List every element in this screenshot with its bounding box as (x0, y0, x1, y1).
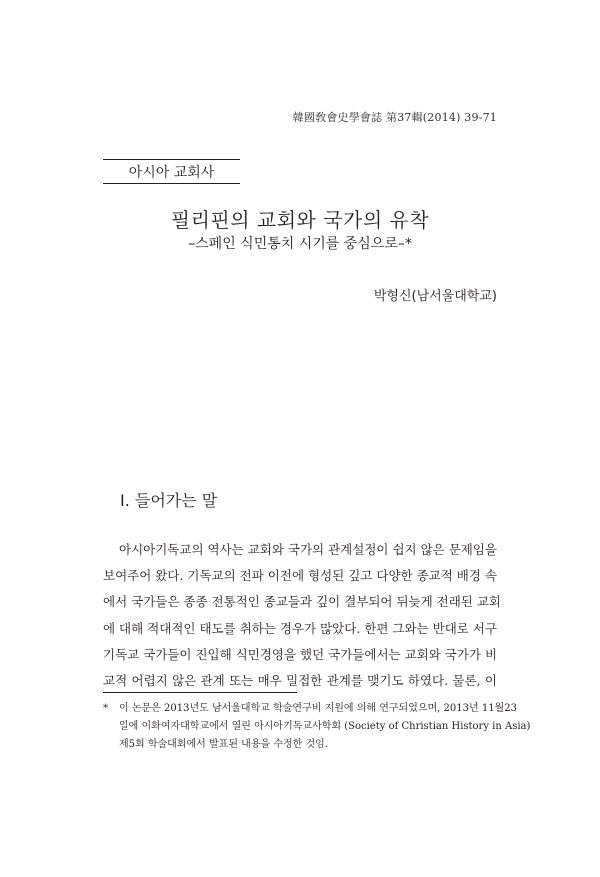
footnote-text: 이 논문은 2013년도 남서울대학교 학술연구비 지원에 의해 연구되었으며, 2013년 11월23 (119, 703, 517, 714)
body-line: 기독교 국가들이 진입해 식민경영을 했던 국가들에서는 교회와 국가가 비 (103, 646, 498, 662)
body-line: 보여주어 왔다. 기독교의 전파 이전에 형성된 깊고 다양한 종교적 배경 속 (103, 568, 497, 584)
section-label: 아시아 교회사 (128, 165, 215, 181)
body-line: 에 대해 적대적인 태도를 취하는 경우가 많았다. 한편 그와는 반대로 서구 (103, 620, 497, 636)
paper-title: 필리핀의 교회와 국가의 유착 (170, 208, 430, 232)
body-line: 아시아기독교의 역사는 교회와 국가의 관계설정이 쉽지 않은 문제임을 (119, 542, 497, 557)
author-affiliation: 박형신(남서울대학교) (373, 289, 497, 304)
journal-header: 韓國敎會史學會誌 第37輯(2014) 39-71 (292, 111, 497, 124)
footnote-line: 제5회 학술대회에서 발표된 내용을 수정한 것임. (119, 739, 328, 750)
body-line: 에서 국가들은 종종 전통적인 종교들과 깊이 결부되어 뒤늦게 전래된 교회 (103, 594, 502, 610)
section-heading: Ⅰ. 들어가는 말 (120, 491, 218, 510)
footnote-line: 일에 이화여자대학교에서 열린 아시아기독교사학회 (Society of Christian History in Asia) (119, 721, 531, 732)
footnote-line (103, 700, 517, 718)
paper-subtitle: –스페인 식민통치 시기를 중심으로–* (188, 236, 412, 252)
footnote (103, 700, 531, 754)
body-line: 교적 어렵지 않은 관계 또는 매우 밀접한 관계를 맺기도 하였다. 물론, 이 (103, 673, 497, 689)
footnote-mark: * (103, 703, 108, 714)
footnote-rule (103, 692, 297, 693)
section-rule-bottom (103, 183, 240, 184)
section-rule-top (103, 159, 240, 160)
body-paragraph (103, 537, 502, 694)
